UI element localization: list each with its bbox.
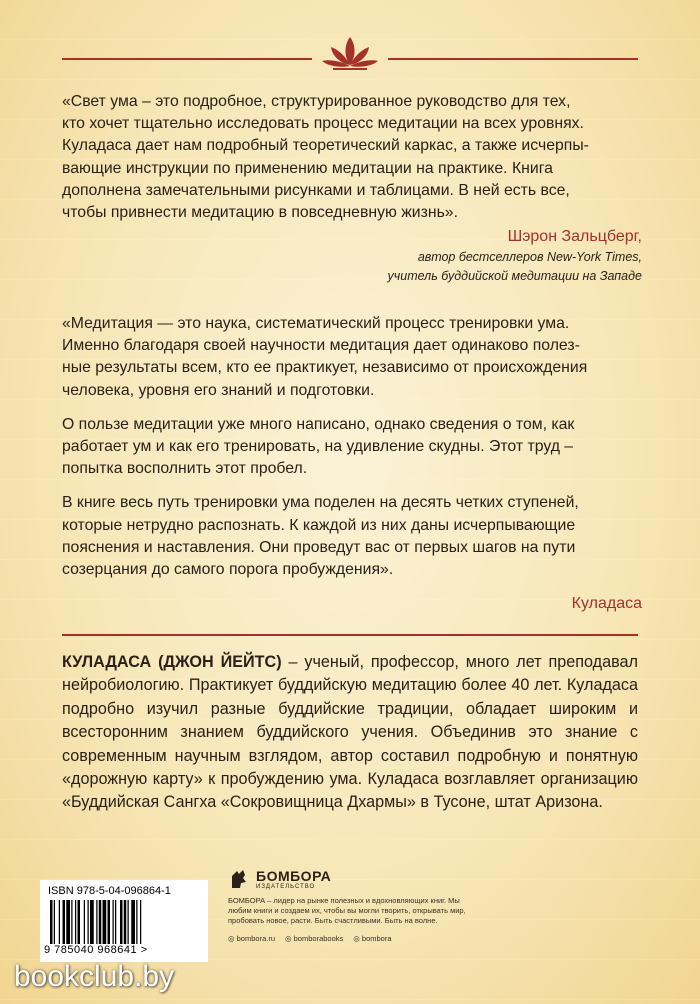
publisher-name: БОМБОРА [256, 868, 332, 884]
quote-line: пояснения и наставления. Они проведут вас от первых шагов на пути [62, 538, 576, 556]
quote-line: созерцания до самого порога пробуждения». [62, 561, 394, 579]
quote-salzberg [62, 91, 642, 286]
social-link[interactable]: ◎ bomborabooks [285, 934, 344, 943]
quote-line: Именно благодаря своей научности медитация дает одинаково полез- [62, 337, 580, 355]
quote-paragraph [62, 313, 642, 402]
quote-line: О пользе медитации уже много написано, однако сведения о том, как [62, 415, 575, 433]
barcode-block [40, 880, 208, 962]
social-link[interactable]: ◎ bombora [353, 934, 392, 943]
lotus-icon [319, 33, 381, 75]
quote-author: Куладаса [571, 595, 642, 613]
quote-line: «Медитация — это наука, систематический процесс тренировки ума. [62, 315, 570, 332]
quote-paragraph [62, 414, 642, 481]
quote-line: чтобы привнести медитацию в повседневную жизнь». [62, 204, 458, 222]
section-divider [62, 634, 638, 636]
author-bio [62, 651, 638, 815]
isbn-label: ISBN 978-5-04-096864-1 [48, 885, 171, 897]
bio-text: – ученый, профессор, много лет преподавал нейробиологию. Практикует буддийскую медитацию более 40 лет. Куладаса подробно изучил разные буддийские традиции, обладает широким и всесторонним знанием буддийского учения. Объединив это знание с современным научным взглядом, автор составил подробную и понятную «дорожную карту» к пробуждению ума. Куладаса возглавляет организацию «Буддийская Сангха «Сокровищница Дхармы» в Тусоне, штат Аризона. [62, 653, 638, 812]
quote-line: Куладаса дает нам подробный теоретический каркас, а также исчерпы- [62, 137, 589, 155]
quote-line: попытка восполнить этот пробел. [62, 460, 308, 478]
publisher-block [228, 868, 468, 943]
social-link[interactable]: ◎ bombora.ru [228, 934, 275, 943]
quote-author: Шэрон Зальцберг, [507, 228, 642, 246]
author-role: автор бестселлеров New-York Times, [417, 250, 642, 265]
quote-line: работает ум и как его тренировать, на удивление скудны. Этот труд – [62, 438, 574, 456]
social-links [228, 934, 468, 943]
quote-paragraph [62, 492, 642, 581]
quote-line: кто хочет тщательно исследовать процесс медитации на всех уровнях. [62, 115, 584, 133]
publisher-sub: ИЗДАТЕЛЬСТВО [256, 884, 316, 890]
author-role: учитель буддийской медитации на Западе [387, 269, 642, 284]
barcode-digits: 9 785040 968641 > [44, 944, 148, 956]
quote-line: В книге весь путь тренировки ума поделен на десять четких ступеней, [62, 494, 579, 512]
publisher-description: БОМБОРА – лидер на рынке полезных и вдохновляющих книг. Мы любим книги и создаем их, чтобы вы могли творить, открывать мир, пробовать новое, расти. Быть счастливыми. Быть на волне. [228, 896, 466, 925]
quote-line: «Свет ума – это подробное, структурированное руководство для тех, [62, 93, 571, 110]
quote-line: ные результаты всем, кто ее практикует, независимо от происхождения [62, 359, 588, 377]
quote-line: которые нетрудно распознать. К каждой из них даны исчерпывающие [62, 516, 576, 534]
quote-line: человека, уровня его знаний и подготовки. [62, 381, 375, 399]
quote-culadasa [62, 313, 642, 615]
quote-line: дополнена замечательными рисунками и таблицами. В ней есть все, [62, 181, 570, 199]
publisher-logo-icon [228, 868, 250, 890]
quote-line: вающие инструкции по применению медитации на практике. Книга [62, 159, 553, 177]
watermark: bookclub.by [14, 960, 175, 993]
barcode [50, 900, 198, 944]
bio-name: КУЛАДАСА (ДЖОН ЙЕЙТС) [62, 653, 282, 671]
